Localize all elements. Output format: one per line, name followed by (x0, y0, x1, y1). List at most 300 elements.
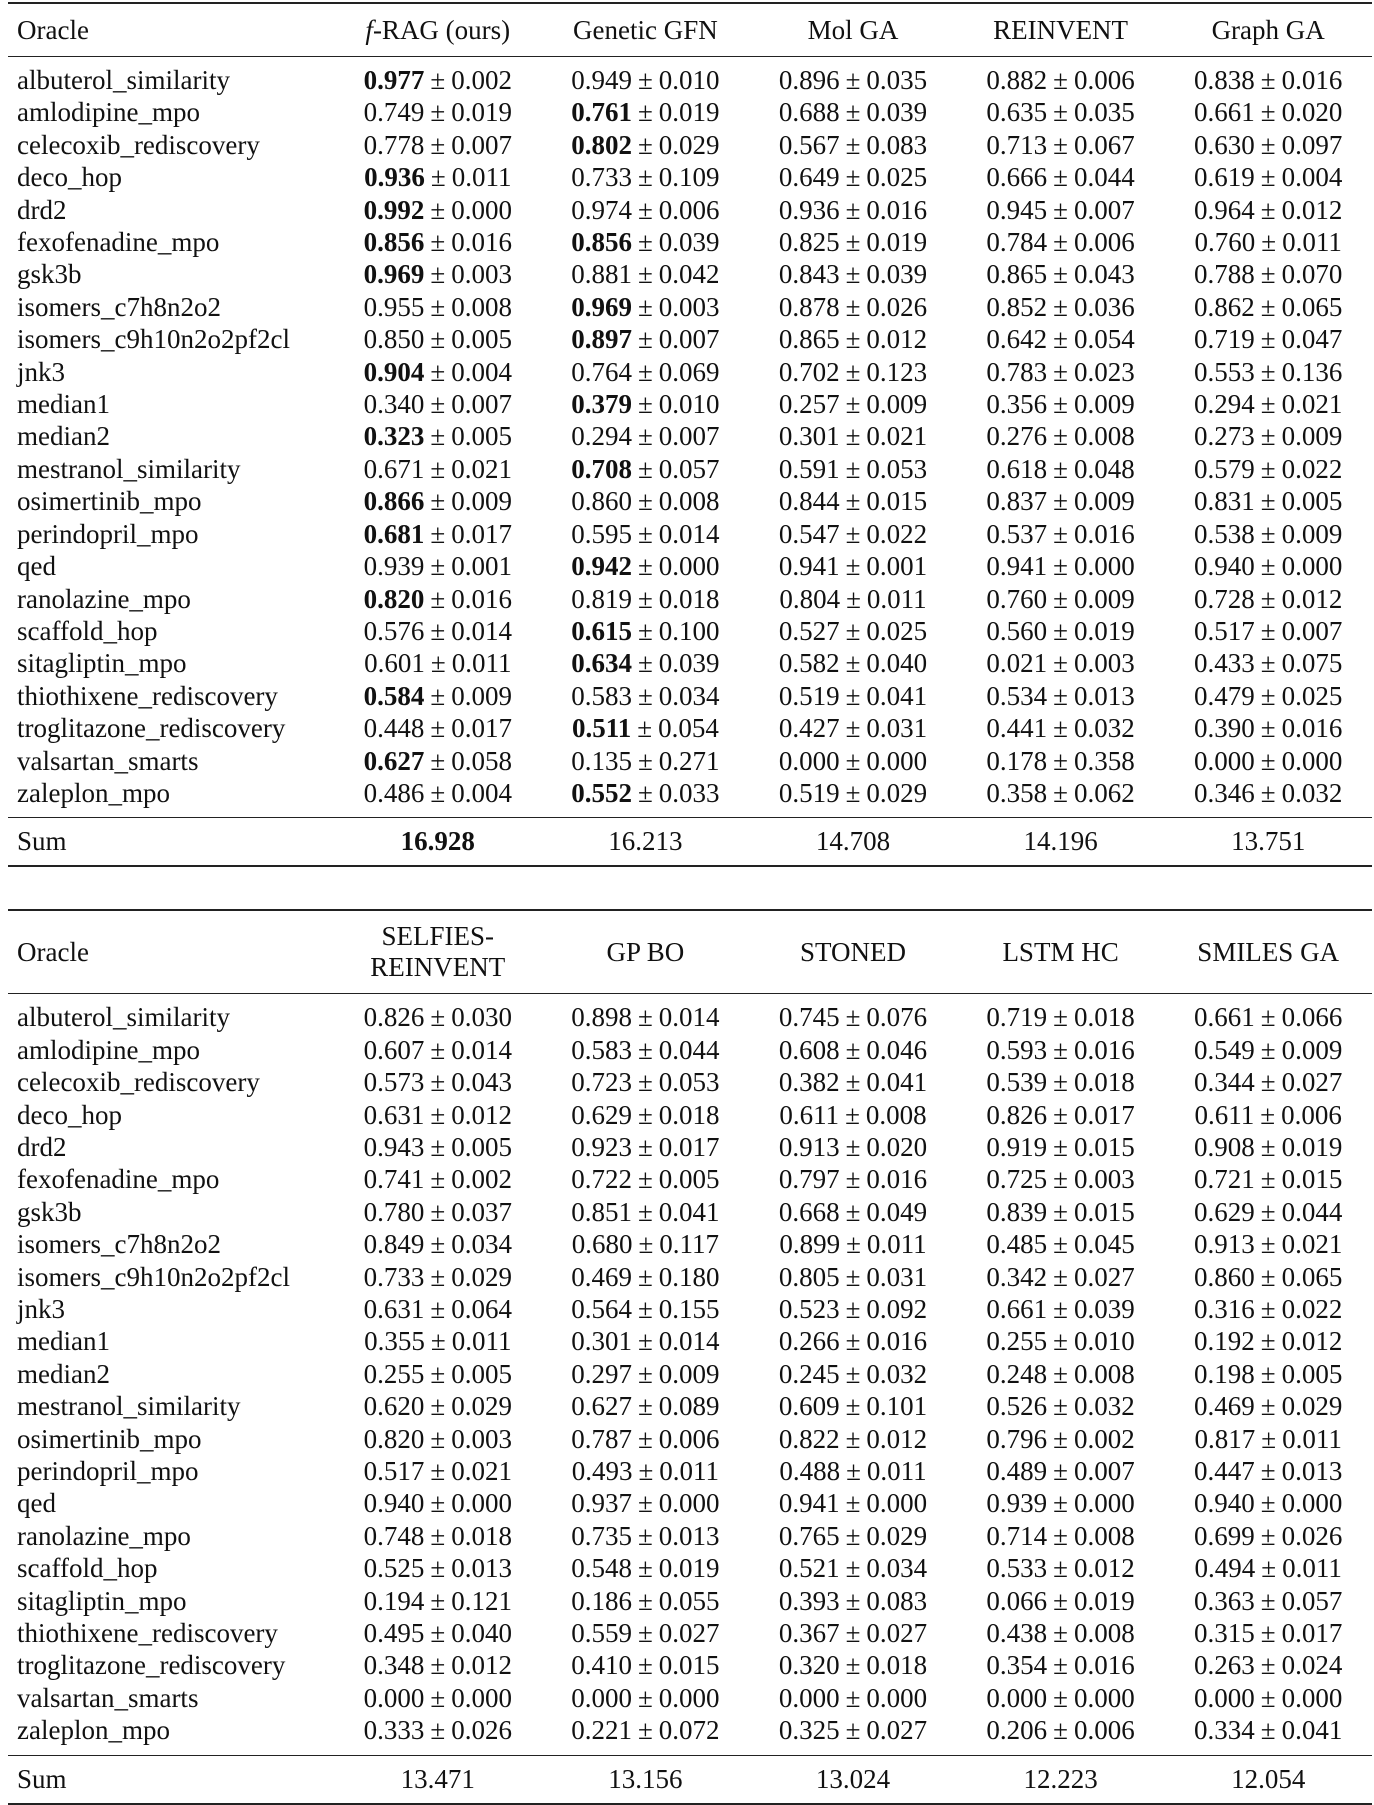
score-std: 0.358 (1073, 745, 1135, 776)
score-cell (334, 1487, 542, 1519)
score-std: 0.003 (1073, 648, 1135, 679)
score-std: 0.013 (1073, 680, 1135, 711)
score-mean: 0.784 (986, 227, 1048, 258)
score-mean: 0.526 (986, 1391, 1048, 1422)
score-cell (542, 420, 750, 452)
plus-minus: ± (637, 777, 653, 808)
score-cell (334, 57, 542, 97)
score-mean: 0.276 (986, 421, 1048, 452)
plus-minus: ± (638, 1456, 654, 1487)
score-cell (1164, 291, 1372, 323)
score-mean: 0.255 (363, 1358, 425, 1389)
plus-minus: ± (430, 1585, 446, 1616)
score-cell (749, 550, 957, 582)
score-cell (334, 1131, 542, 1163)
score-cell (957, 129, 1165, 161)
score-cell (542, 1099, 750, 1131)
score-std: 0.015 (1281, 1164, 1343, 1195)
score-std: 0.005 (451, 1131, 512, 1162)
method-name: Genetic GFN (573, 14, 718, 45)
plus-minus: ± (430, 324, 446, 355)
score-cell (334, 518, 542, 550)
score-mean: 0.495 (363, 1618, 425, 1649)
score-mean: 0.849 (363, 1229, 425, 1260)
score-std: 0.031 (866, 713, 928, 744)
score-cell (749, 1714, 957, 1755)
plus-minus: ± (1260, 1034, 1276, 1065)
score-std: 0.006 (658, 194, 720, 225)
score-std: 0.044 (1073, 162, 1135, 193)
score-mean: 0.000 (363, 1682, 425, 1713)
score-mean: 0.783 (986, 356, 1048, 387)
plus-minus: ± (1260, 1099, 1276, 1130)
score-mean: 0.634 (571, 648, 632, 679)
score-mean: 0.620 (363, 1391, 425, 1422)
plus-minus: ± (1260, 1229, 1276, 1260)
score-std: 0.027 (866, 1715, 928, 1746)
score-cell (542, 615, 750, 647)
score-cell (957, 615, 1165, 647)
score-cell (957, 777, 1165, 818)
plus-minus: ± (637, 1164, 653, 1195)
score-std: 0.039 (866, 97, 928, 128)
score-mean: 0.627 (571, 1391, 632, 1422)
score-mean: 0.680 (571, 1229, 633, 1260)
score-std: 0.012 (451, 1099, 512, 1130)
plus-minus: ± (430, 551, 446, 582)
plus-minus: ± (1260, 1618, 1276, 1649)
score-std: 0.025 (1281, 680, 1343, 711)
score-cell (749, 1682, 957, 1714)
plus-minus: ± (1260, 583, 1276, 614)
score-cell (1164, 1649, 1372, 1681)
score-cell (749, 1325, 957, 1357)
score-cell (749, 258, 957, 290)
score-mean: 0.618 (986, 453, 1048, 484)
score-mean: 0.579 (1194, 453, 1255, 484)
plus-minus: ± (637, 1294, 653, 1324)
score-std: 0.016 (1281, 65, 1343, 95)
score-mean: 0.896 (778, 65, 840, 95)
oracle-name: ranolazine_mpo (17, 1520, 191, 1551)
table-row (8, 356, 1372, 388)
plus-minus: ± (637, 1358, 653, 1389)
score-cell (1164, 96, 1372, 128)
score-mean: 0.629 (1194, 1196, 1255, 1227)
score-mean: 0.273 (1194, 421, 1255, 452)
score-std: 0.003 (451, 1423, 512, 1454)
score-mean: 0.802 (571, 129, 632, 160)
score-cell (542, 1390, 750, 1422)
score-cell (542, 1487, 750, 1519)
score-std: 0.012 (1281, 1326, 1343, 1357)
score-std: 0.180 (658, 1261, 720, 1292)
score-cell (542, 1034, 750, 1066)
score-cell (542, 777, 750, 818)
plus-minus: ± (1260, 1682, 1276, 1713)
score-mean: 0.433 (1194, 648, 1255, 679)
score-cell (957, 1487, 1165, 1519)
plus-minus: ± (845, 1391, 861, 1422)
score-mean: 0.826 (986, 1099, 1048, 1130)
score-std: 0.009 (1073, 486, 1135, 517)
score-std: 0.008 (1073, 421, 1135, 452)
score-std: 0.022 (866, 518, 928, 549)
score-cell (957, 1325, 1165, 1357)
score-std: 0.011 (866, 1456, 927, 1487)
sum-cell (542, 1755, 750, 1804)
results-container (8, 0, 1372, 1805)
plus-minus: ± (1261, 1553, 1277, 1584)
score-cell (749, 518, 957, 550)
score-cell (542, 1228, 750, 1260)
score-std: 0.014 (451, 615, 512, 646)
score-cell (957, 745, 1165, 777)
score-std: 0.008 (1073, 1358, 1135, 1389)
score-cell (957, 1714, 1165, 1755)
plus-minus: ± (845, 1520, 861, 1551)
score-cell (334, 994, 542, 1034)
score-cell (542, 1552, 750, 1584)
score-cell (957, 485, 1165, 517)
oracle-name: gsk3b (17, 1196, 82, 1227)
plus-minus: ± (1260, 1358, 1276, 1389)
score-std: 0.021 (451, 1456, 512, 1487)
score-mean: 0.671 (363, 453, 425, 484)
score-std: 0.029 (1281, 1391, 1343, 1422)
score-std: 0.076 (866, 1002, 928, 1033)
score-mean: 0.817 (1194, 1423, 1256, 1454)
plus-minus: ± (845, 1294, 861, 1324)
score-std: 0.009 (866, 389, 928, 420)
oracle-name: isomers_c7h8n2o2 (17, 1229, 221, 1260)
oracle-header: Oracle (8, 910, 334, 994)
plus-minus: ± (1053, 1650, 1068, 1681)
score-mean: 0.974 (571, 194, 632, 225)
plus-minus: ± (1053, 1261, 1068, 1292)
score-cell (957, 680, 1165, 712)
sum-cell (1164, 818, 1372, 867)
score-mean: 0.135 (571, 745, 632, 776)
score-cell (542, 323, 750, 355)
score-std: 0.021 (866, 421, 928, 452)
score-std: 0.019 (1281, 1131, 1343, 1162)
score-cell (542, 1261, 750, 1293)
table-row (8, 1552, 1372, 1584)
score-std: 0.016 (866, 1326, 928, 1357)
plus-minus: ± (637, 1196, 653, 1227)
score-mean: 0.631 (363, 1294, 425, 1324)
results-table-2 (8, 909, 1372, 1804)
score-std: 0.023 (1073, 356, 1135, 387)
score-cell (1164, 453, 1372, 485)
score-cell (1164, 194, 1372, 226)
score-cell (542, 550, 750, 582)
table-row (8, 1390, 1372, 1422)
score-cell (749, 323, 957, 355)
score-cell (1164, 518, 1372, 550)
score-mean: 0.856 (571, 227, 632, 258)
score-std: 0.032 (1073, 1391, 1135, 1422)
score-mean: 0.539 (986, 1067, 1048, 1098)
plus-minus: ± (637, 259, 653, 290)
score-mean: 0.000 (778, 745, 840, 776)
score-std: 0.018 (866, 1650, 928, 1681)
score-mean: 0.410 (571, 1650, 632, 1681)
oracle-name: fexofenadine_mpo (17, 1164, 220, 1195)
plus-minus: ± (845, 745, 861, 776)
plus-minus: ± (1260, 1326, 1276, 1357)
score-mean: 0.943 (363, 1131, 425, 1162)
plus-minus: ± (637, 1715, 653, 1746)
table-row (8, 550, 1372, 582)
score-mean: 0.838 (1194, 65, 1255, 95)
plus-minus: ± (1260, 356, 1276, 387)
table-row (8, 1714, 1372, 1755)
score-mean: 0.881 (571, 259, 632, 290)
score-mean: 0.608 (778, 1034, 840, 1065)
plus-minus: ± (637, 291, 653, 322)
method-header (1164, 3, 1372, 57)
plus-minus: ± (845, 713, 861, 744)
score-cell (749, 1617, 957, 1649)
plus-minus: ± (430, 1682, 446, 1713)
plus-minus: ± (1053, 518, 1068, 549)
score-std: 0.012 (1281, 583, 1343, 614)
plus-minus: ± (846, 1229, 861, 1260)
score-mean: 0.820 (363, 1423, 425, 1454)
oracle-name: mestranol_similarity (17, 1391, 241, 1422)
score-std: 0.029 (658, 129, 720, 160)
plus-minus: ± (1053, 453, 1068, 484)
score-mean: 0.866 (363, 486, 425, 517)
score-mean: 0.534 (986, 680, 1048, 711)
plus-minus: ± (430, 777, 446, 808)
score-cell (542, 583, 750, 615)
oracle-name: zaleplon_mpo (17, 777, 170, 808)
score-std: 0.000 (866, 1488, 928, 1519)
score-std: 0.003 (1073, 1164, 1135, 1195)
score-mean: 0.699 (1194, 1520, 1255, 1551)
oracle-name: osimertinib_mpo (17, 486, 202, 517)
score-std: 0.041 (866, 1067, 928, 1098)
plus-minus: ± (845, 615, 861, 646)
score-cell (957, 57, 1165, 97)
score-cell (749, 485, 957, 517)
oracle-name: median1 (17, 1326, 110, 1357)
score-cell (542, 1455, 750, 1487)
oracle-name: albuterol_similarity (17, 1002, 230, 1033)
score-std: 0.041 (1281, 1715, 1343, 1746)
score-std: 0.070 (1281, 259, 1343, 290)
score-cell (749, 356, 957, 388)
score-std: 0.016 (451, 227, 512, 258)
plus-minus: ± (845, 1034, 861, 1065)
table-row (8, 388, 1372, 420)
score-std: 0.009 (451, 680, 512, 711)
plus-minus: ± (637, 129, 653, 160)
score-mean: 0.839 (986, 1196, 1048, 1227)
score-mean: 0.949 (571, 65, 632, 95)
score-std: 0.014 (451, 1034, 512, 1065)
score-std: 0.069 (658, 356, 720, 387)
score-mean: 0.358 (986, 777, 1048, 808)
plus-minus: ± (845, 1002, 861, 1033)
score-mean: 0.315 (1194, 1618, 1255, 1649)
oracle-header: Oracle (8, 3, 334, 57)
score-mean: 0.511 (571, 713, 632, 744)
score-mean: 0.000 (986, 1682, 1048, 1713)
score-cell (749, 194, 957, 226)
score-mean: 0.787 (571, 1423, 632, 1454)
plus-minus: ± (637, 227, 653, 258)
plus-minus: ± (846, 583, 861, 614)
plus-minus: ± (637, 1488, 653, 1519)
score-mean: 0.721 (1194, 1164, 1255, 1195)
score-mean: 0.021 (986, 648, 1048, 679)
score-mean: 0.964 (1194, 194, 1255, 225)
score-std: 0.009 (1281, 1034, 1343, 1065)
score-cell (957, 1196, 1165, 1228)
sum-cell (957, 1755, 1165, 1804)
score-std: 0.000 (658, 551, 720, 582)
plus-minus: ± (845, 1358, 861, 1389)
score-mean: 0.355 (364, 1326, 425, 1357)
score-cell (1164, 1714, 1372, 1755)
score-mean: 0.316 (1194, 1294, 1255, 1324)
score-std: 0.065 (1281, 1261, 1343, 1292)
score-cell (1164, 1552, 1372, 1584)
score-mean: 0.344 (1194, 1067, 1255, 1098)
plus-minus: ± (1053, 1618, 1068, 1649)
plus-minus: ± (430, 356, 446, 387)
plus-minus: ± (1260, 1002, 1276, 1033)
oracle-name: gsk3b (17, 259, 82, 290)
score-cell (1164, 615, 1372, 647)
plus-minus: ± (1053, 65, 1068, 95)
score-cell (334, 1617, 542, 1649)
plus-minus: ± (1260, 65, 1276, 95)
score-cell (1164, 356, 1372, 388)
plus-minus: ± (430, 615, 446, 646)
score-std: 0.004 (451, 777, 512, 808)
plus-minus: ± (637, 615, 653, 646)
plus-minus: ± (637, 486, 653, 517)
score-mean: 0.940 (1194, 1488, 1255, 1519)
score-std: 0.109 (658, 162, 720, 193)
score-cell (749, 57, 957, 97)
plus-minus: ± (637, 65, 653, 95)
plus-minus: ± (430, 1002, 446, 1033)
score-std: 0.058 (451, 745, 512, 776)
score-cell (957, 161, 1165, 193)
score-std: 0.083 (866, 1585, 928, 1616)
score-std: 0.013 (658, 1520, 720, 1551)
score-cell (1164, 323, 1372, 355)
score-cell (749, 994, 957, 1034)
plus-minus: ± (430, 1456, 446, 1487)
plus-minus: ± (1260, 162, 1276, 193)
score-cell (749, 1487, 957, 1519)
table-row (8, 1228, 1372, 1260)
plus-minus: ± (845, 356, 861, 387)
plus-minus: ± (845, 1423, 861, 1454)
score-mean: 0.485 (986, 1229, 1048, 1260)
score-cell (957, 1261, 1165, 1293)
header-row (8, 3, 1372, 57)
score-cell (542, 1293, 750, 1325)
score-std: 0.018 (658, 1099, 720, 1130)
score-mean: 0.941 (986, 551, 1048, 582)
score-mean: 0.765 (778, 1520, 840, 1551)
score-cell (1164, 1520, 1372, 1552)
score-std: 0.006 (1073, 1715, 1135, 1746)
score-std: 0.005 (451, 421, 512, 452)
score-std: 0.075 (1281, 648, 1343, 679)
score-cell (957, 994, 1165, 1034)
score-mean: 0.865 (778, 324, 840, 355)
score-cell (542, 745, 750, 777)
oracle-name: scaffold_hop (17, 1553, 158, 1584)
table-row (8, 57, 1372, 97)
score-std: 0.001 (866, 551, 928, 582)
sum-cell (542, 818, 750, 867)
plus-minus: ± (1260, 615, 1276, 646)
score-std: 0.021 (451, 453, 512, 484)
plus-minus: ± (430, 518, 446, 549)
score-mean: 0.741 (363, 1164, 425, 1195)
table-row (8, 777, 1372, 818)
table-row (8, 994, 1372, 1034)
plus-minus: ± (1053, 1488, 1068, 1519)
score-mean: 0.609 (778, 1391, 840, 1422)
plus-minus: ± (1053, 1002, 1068, 1033)
score-std: 0.018 (1073, 1002, 1135, 1033)
score-cell (957, 1358, 1165, 1390)
plus-minus: ± (430, 1618, 446, 1649)
table-row (8, 1325, 1372, 1357)
table-row (8, 453, 1372, 485)
plus-minus: ± (637, 194, 653, 225)
score-std: 0.014 (658, 1002, 720, 1033)
score-mean: 0.469 (571, 1261, 632, 1292)
plus-minus: ± (637, 1553, 653, 1584)
table-row (8, 1617, 1372, 1649)
plus-minus: ± (430, 680, 446, 711)
oracle-name: albuterol_similarity (17, 65, 230, 95)
score-mean: 0.266 (778, 1326, 840, 1357)
score-cell (334, 356, 542, 388)
plus-minus: ± (430, 389, 446, 420)
plus-minus: ± (637, 421, 653, 452)
plus-minus: ± (1053, 1131, 1068, 1162)
table-row (8, 518, 1372, 550)
plus-minus: ± (1053, 1715, 1068, 1746)
score-std: 0.009 (1073, 583, 1135, 614)
score-cell (1164, 485, 1372, 517)
score-mean: 0.688 (778, 97, 840, 128)
score-mean: 0.521 (778, 1553, 840, 1584)
score-std: 0.033 (658, 777, 720, 808)
score-std: 0.005 (451, 1358, 512, 1389)
oracle-name: valsartan_smarts (17, 1682, 199, 1713)
score-cell (334, 1585, 542, 1617)
method-header (957, 3, 1165, 57)
score-cell (1164, 1228, 1372, 1260)
score-mean: 0.882 (986, 65, 1048, 95)
score-std: 0.100 (658, 615, 720, 646)
plus-minus: ± (1260, 1131, 1276, 1162)
